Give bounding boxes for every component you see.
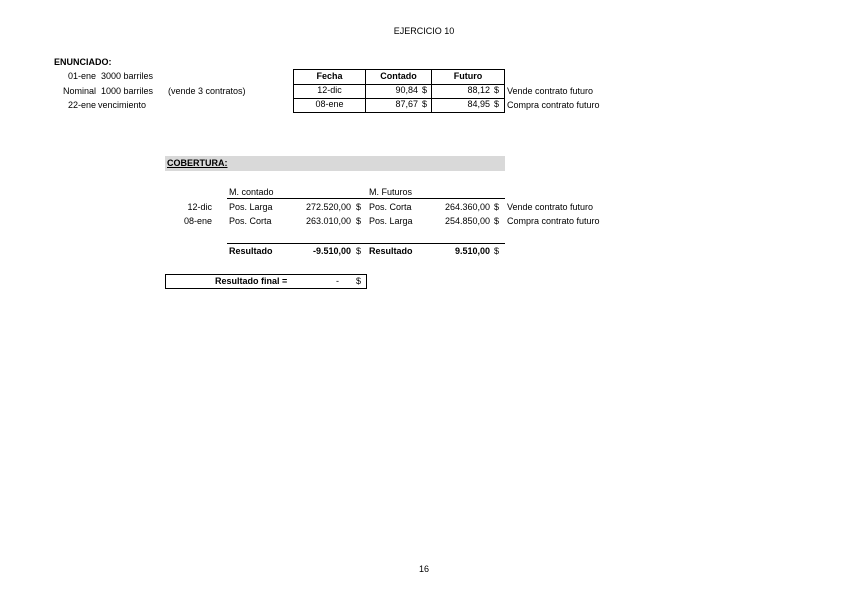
cob-row1-date: 12-dic xyxy=(187,202,212,212)
enunciado-line-3-c2: vencimiento xyxy=(98,100,147,110)
cob-row2-note: Compra contrato futuro xyxy=(507,216,600,226)
cob-row1-pos-contado: Pos. Larga xyxy=(229,202,273,212)
row2-contado: 87,67 xyxy=(395,99,418,109)
row2-fecha: 08-ene xyxy=(294,98,366,113)
row1-futuro-cell xyxy=(432,84,504,99)
cob-row2-currency-futuro: $ xyxy=(494,216,500,226)
cob-row2-pos-futuro: Pos. Larga xyxy=(369,216,413,226)
cob-row2-val-futuro: 254.850,00 xyxy=(444,216,490,226)
resultado-final-currency: $ xyxy=(356,276,362,286)
cob-row1-note: Vende contrato futuro xyxy=(507,202,594,212)
resultado-line xyxy=(227,243,505,244)
row1-contado-cell xyxy=(366,84,432,99)
cob-row2-date: 08-ene xyxy=(183,216,212,226)
enunciado-line-3-c1: 22-ene xyxy=(67,100,96,110)
row2-futuro: 84,95 xyxy=(467,99,490,109)
row2-contado-cell xyxy=(366,98,432,113)
row2-futuro-cell xyxy=(432,98,504,113)
cob-row1-val-contado: 272.520,00 xyxy=(305,202,351,212)
header-futuro: Futuro xyxy=(432,70,504,85)
cobertura-heading: COBERTURA: xyxy=(167,158,228,168)
cob-row1-currency-contado: $ xyxy=(356,202,362,212)
col-contado-label: M. contado xyxy=(229,187,274,197)
row2-futuro-currency: $ xyxy=(494,99,500,109)
resultado-futuro-value: 9.510,00 xyxy=(454,246,490,256)
enunciado-line-1-c1: 01-ene xyxy=(67,71,96,81)
enunciado-line-1-c2: 3000 barriles xyxy=(101,71,154,81)
col-futuros-label: M. Futuros xyxy=(369,187,413,197)
resultado-final-label: Resultado final = xyxy=(215,276,288,286)
page-number: 16 xyxy=(418,564,429,574)
row1-fecha: 12-dic xyxy=(294,84,366,99)
enunciado-line-2-c1: Nominal xyxy=(62,86,96,96)
cob-row1-val-futuro: 264.360,00 xyxy=(444,202,490,212)
header-fecha: Fecha xyxy=(294,70,366,85)
page-title: EJERCICIO 10 xyxy=(393,26,455,36)
resultado-contado-currency: $ xyxy=(356,246,362,256)
cob-row2-currency-contado: $ xyxy=(356,216,362,226)
resultado-contado-label: Resultado xyxy=(229,246,273,256)
row1-futuro: 88,12 xyxy=(467,85,490,95)
enunciado-line-2-c3: (vende 3 contratos) xyxy=(168,86,246,96)
row2-note: Compra contrato futuro xyxy=(507,100,600,110)
row1-note: Vende contrato futuro xyxy=(507,86,594,96)
enunciado-line-2-c2: 1000 barriles xyxy=(101,86,154,96)
quotes-table xyxy=(293,69,505,113)
resultado-futuro-label: Resultado xyxy=(369,246,413,256)
enunciado-heading: ENUNCIADO: xyxy=(54,57,112,67)
cob-row2-val-contado: 263.010,00 xyxy=(305,216,351,226)
resultado-futuro-currency: $ xyxy=(494,246,500,256)
cob-row1-currency-futuro: $ xyxy=(494,202,500,212)
row1-contado: 90,84 xyxy=(395,85,418,95)
row2-contado-currency: $ xyxy=(422,99,428,109)
resultado-contado-value: -9.510,00 xyxy=(312,246,351,256)
header-contado: Contado xyxy=(366,70,432,85)
cobertura-header-line xyxy=(227,198,505,199)
row1-futuro-currency: $ xyxy=(494,85,500,95)
resultado-final-value: - xyxy=(336,276,339,286)
cob-row1-pos-futuro: Pos. Corta xyxy=(369,202,412,212)
cob-row2-pos-contado: Pos. Corta xyxy=(229,216,272,226)
row1-contado-currency: $ xyxy=(422,85,428,95)
